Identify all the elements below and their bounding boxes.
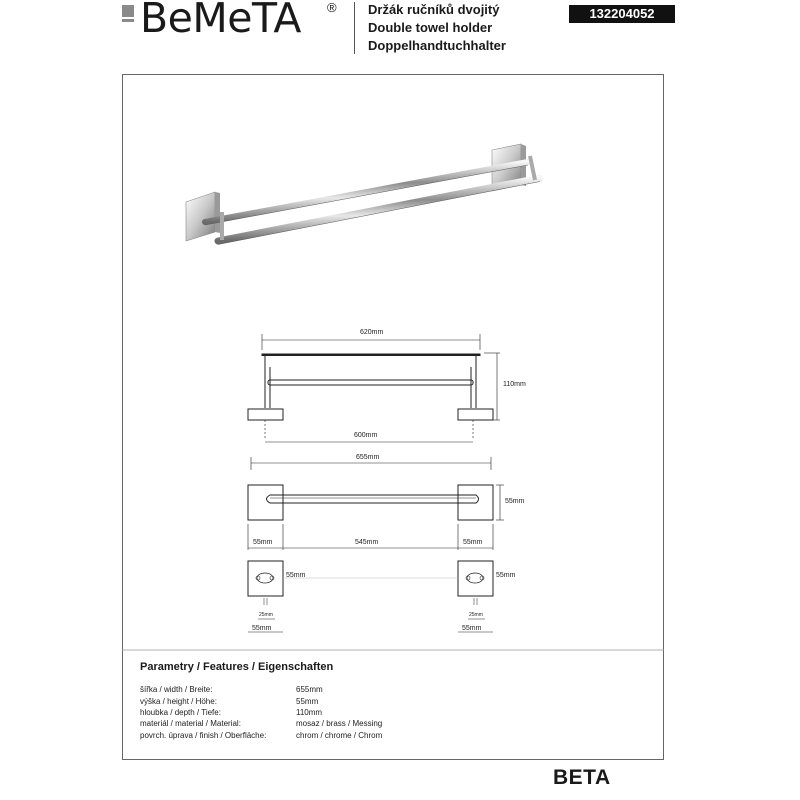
param-label-depth: hloubka / depth / Tiefe: (140, 708, 221, 717)
product-code: 132204052 (569, 5, 675, 23)
title-german: Doppelhandtuchhalter (368, 38, 506, 53)
dim-plate-right-height: 55mm (496, 572, 516, 579)
dim-front-height: 110mm (503, 381, 526, 388)
plate-views-drawing (248, 561, 493, 632)
param-label-material: materiál / material / Material: (140, 719, 241, 728)
product-photo (186, 144, 540, 245)
dim-seg-mid: 545mm (355, 539, 379, 546)
param-label-finish: povrch. úprava / finish / Oberfläche: (140, 731, 267, 740)
param-value-height: 55mm (296, 697, 319, 706)
dim-front-width: 620mm (360, 329, 384, 336)
dim-top-total: 655mm (356, 454, 380, 461)
param-value-material: mosaz / brass / Messing (296, 719, 383, 728)
brand-logo: BeMeTA (140, 0, 301, 42)
dim-plate-left-width: 55mm (252, 625, 272, 632)
dim-small-right: 25mm (469, 612, 483, 618)
dim-small-left: 25mm (259, 612, 273, 618)
params-title: Parametry / Features / Eigenschaften (140, 661, 334, 673)
dim-seg-right: 55mm (463, 539, 483, 546)
dim-seg-left: 55mm (253, 539, 273, 546)
param-value-depth: 110mm (296, 708, 323, 717)
param-value-finish: chrom / chrome / Chrom (296, 731, 383, 740)
title-czech: Držák ručníků dvojitý (368, 2, 500, 17)
param-label-height: výška / height / Höhe: (140, 697, 217, 706)
dim-top-depth: 55mm (505, 498, 525, 505)
title-english: Double towel holder (368, 20, 493, 35)
registered-mark: ® (327, 0, 337, 15)
front-view-drawing (248, 334, 500, 470)
param-value-width: 655mm (296, 685, 323, 694)
param-label-width: šířka / width / Breite: (140, 685, 213, 694)
series-name: BETA (553, 766, 611, 789)
dim-plate-right-width: 55mm (462, 625, 482, 632)
dim-plate-left-height: 55mm (286, 572, 306, 579)
dim-front-inner: 600mm (354, 432, 378, 439)
